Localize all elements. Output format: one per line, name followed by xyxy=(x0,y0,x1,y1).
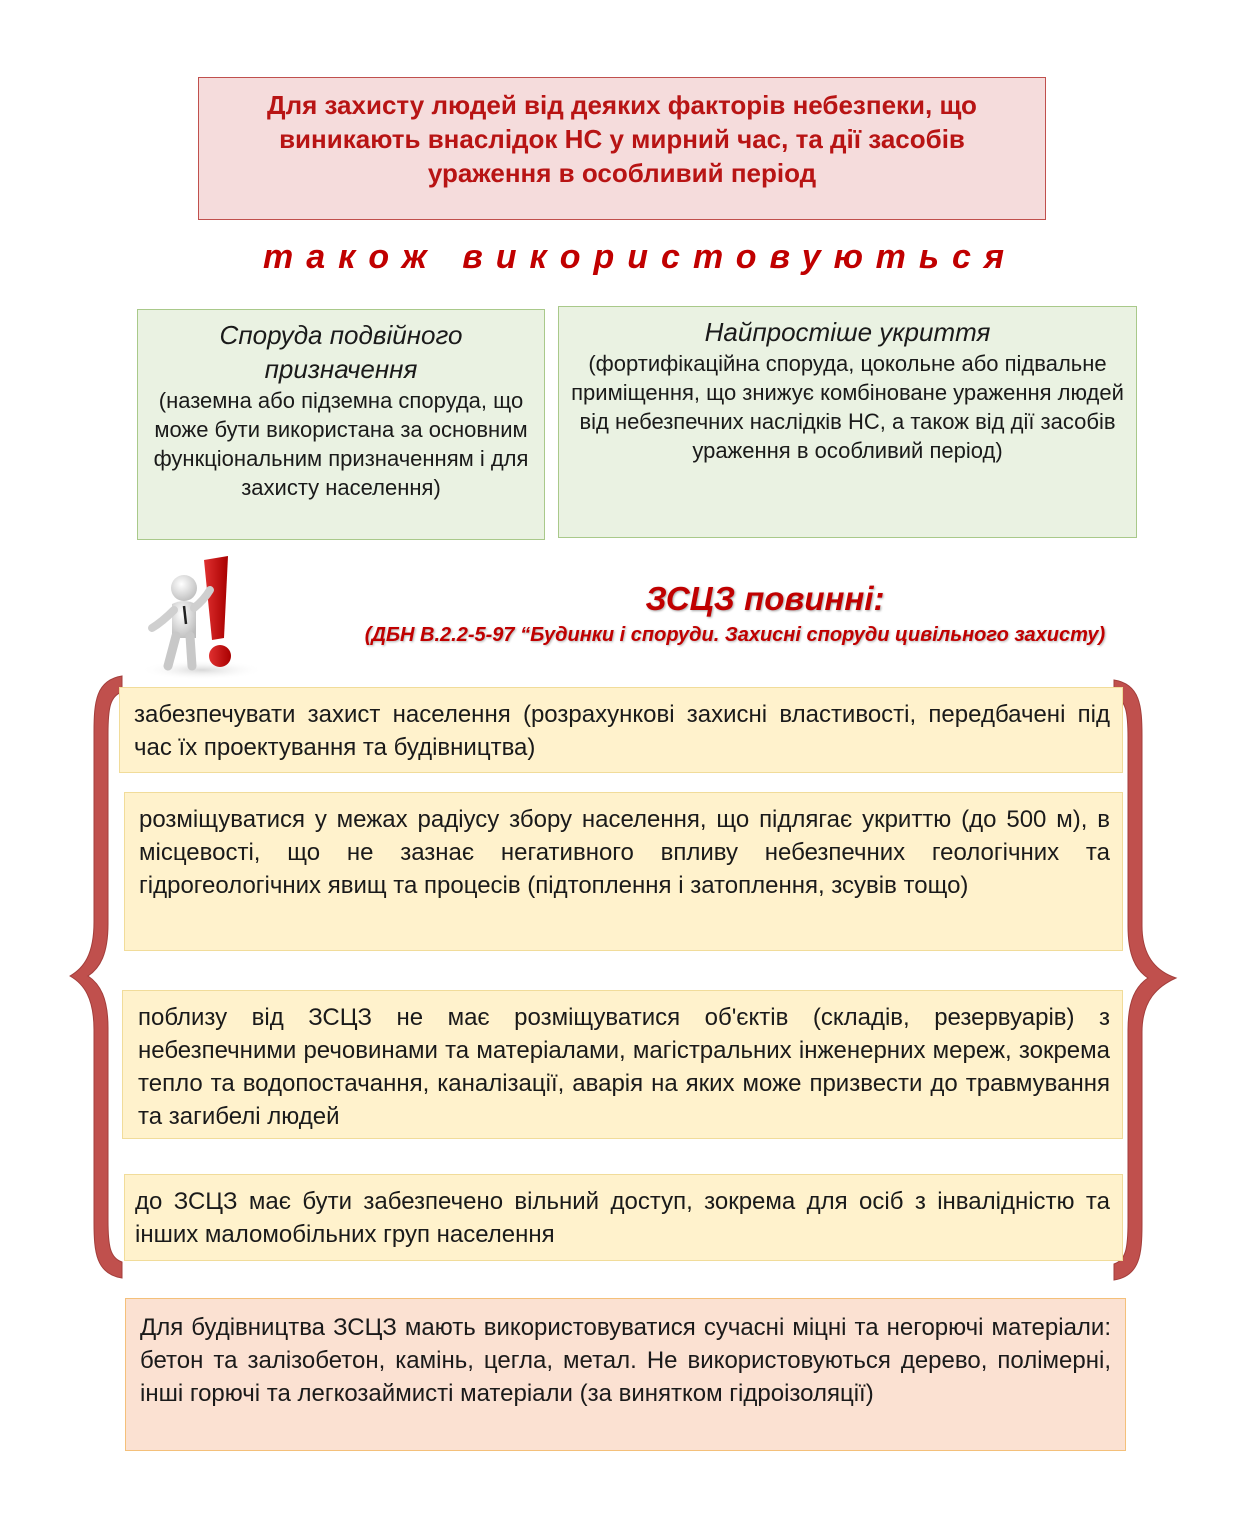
simple-shelter-box xyxy=(558,306,1137,538)
dual-purpose-title: Споруда подвійного призначення xyxy=(219,320,463,384)
requirement-item: розміщуватися у межах радіусу збору населення, що підлягає укриттю (до 500 м), в місцевості, що не зазнає негативного впливу небезпечних геологічних та гідрогеологічних явищ та процесів (підтоплення і затоплення, зсувів тощо) xyxy=(124,792,1123,951)
left-brace xyxy=(66,672,126,1282)
requirement-item: забезпечувати захист населення (розрахункові захисні властивості, передбачені під час їх проектування та будівництва) xyxy=(119,687,1123,773)
header-line-2: виникають внаслідок НС у мирний час, та дії засобів xyxy=(279,124,965,154)
person-exclamation-icon xyxy=(132,552,262,682)
requirements-reference: (ДБН В.2.2-5-97 “Будинки і споруди. Захисні споруди цивільного захисту) xyxy=(364,624,1106,646)
dual-purpose-structure-box xyxy=(137,309,545,540)
requirement-item: до ЗСЦЗ має бути забезпечено вільний доступ, зокрема для осіб з інвалідністю та інших маломобільних груп населення xyxy=(124,1174,1123,1261)
materials-note: Для будівництва ЗСЦЗ мають використовуватися сучасні міцні та негорючі матеріали: бетон та залізобетон, камінь, цегла, метал. Не використовуються дерево, полімерні, інші горючі та легкозаймисті матеріали (за винятком гідроізоляції) xyxy=(125,1298,1126,1451)
header-box xyxy=(198,77,1046,220)
requirements-title: ЗСЦЗ повинні: xyxy=(645,580,885,617)
simple-shelter-title: Найпростіше укриття xyxy=(704,317,991,347)
header-line-3: ураження в особливий період xyxy=(427,158,817,188)
simple-shelter-description: (фортифікаційна споруда, цокольне або підвальне приміщення, що знижує комбіноване ураження людей від небезпечних наслідків НС, а також від дії засобів ураження в особливий період) xyxy=(571,351,1124,463)
subtitle: також використовуються xyxy=(263,238,1017,276)
header-line-1: Для захисту людей від деяких факторів небезпеки, що xyxy=(267,90,977,120)
requirement-item: поблизу від ЗСЦЗ не має розміщуватися об'єктів (складів, резервуарів) з небезпечними речовинами та матеріалами, магістральних інженерних мереж, зокрема тепло та водопостачання, каналізації, аварія на яких може призвести до травмування та загибелі людей xyxy=(122,990,1123,1139)
dual-purpose-description: (наземна або підземна споруда, що може бути використана за основним функціональним призначенням і для захисту населення) xyxy=(153,388,529,500)
